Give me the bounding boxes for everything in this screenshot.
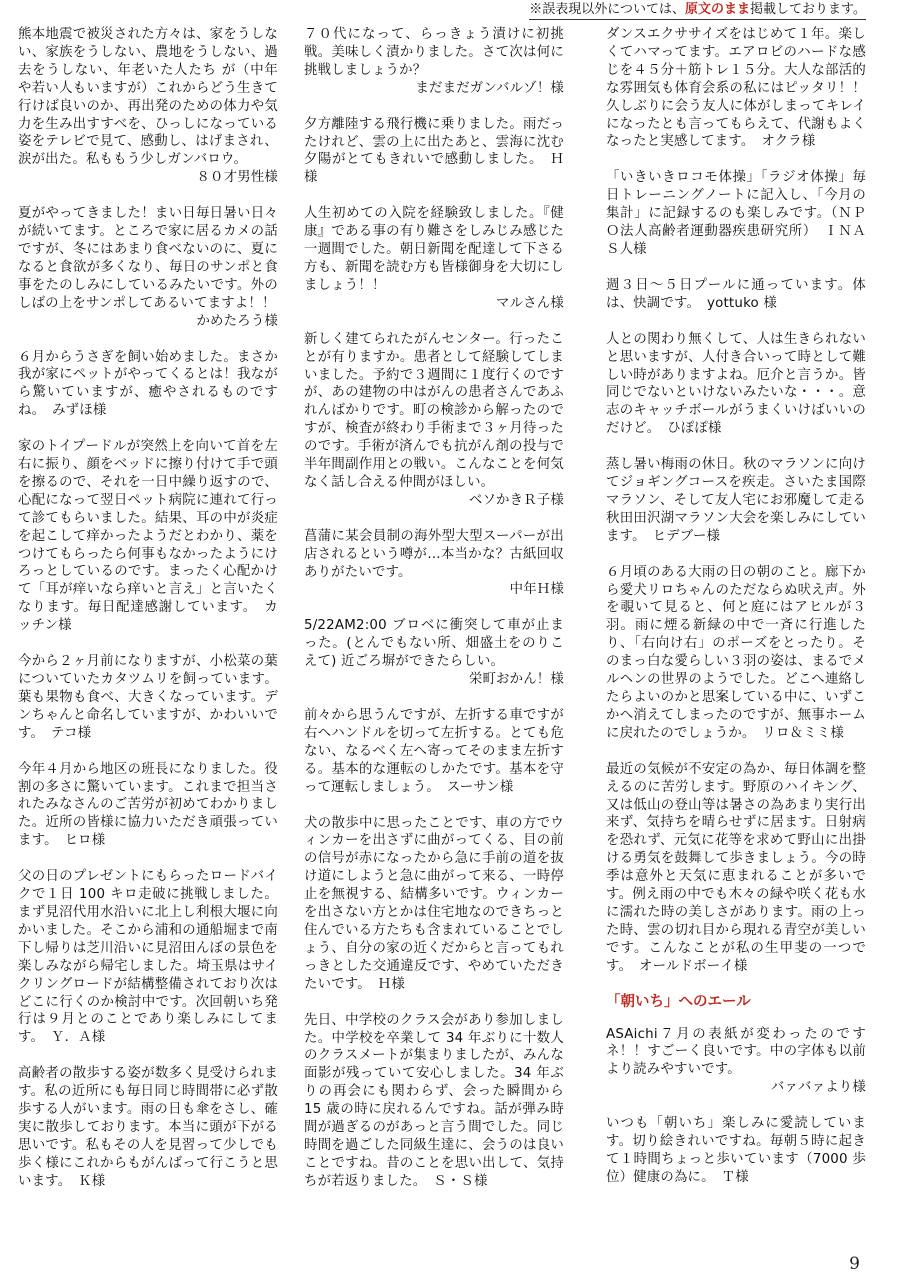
reader-message [18,26,278,187]
reader-message [304,331,564,510]
reader-message [304,707,564,797]
reader-message [18,349,278,421]
reprint-notice [529,2,866,20]
message-body: 5/22AM2:00 ブロベに衝突して車が止まった。(とんでもない所、畑盛土をのりこえて) 近ごろ塀ができたらしい。 [304,618,564,670]
notice-highlight: 原文のまま [685,2,751,17]
message-signature: ヒデブー様 [652,528,721,544]
message-signature: オクラ様 [761,134,816,150]
message-signature: スーサン様 [446,779,514,795]
reader-message [18,438,278,635]
message-signature: yottuko 様 [706,295,777,311]
message-signature: ひぽぽ様 [667,421,722,437]
message-body: 菖蒲に某会員制の海外型大型スーパーが出店されるという噂が…本当かな？古紙回収ありがたいです。 [304,528,564,580]
message-body: 今年４月から地区の班長になりました。役割の多さに驚いています。これまで担当されたみなさんのご苦労が初めてわかりました。近所の皆様に協力いただき頑張っています。 [18,761,278,849]
message-signature: バァバァより様 [770,1080,866,1096]
column-2 [304,26,564,1209]
message-body: 夏がやってきました！まい日毎日暑い日々が続いてます。ところで家に居るカメの話ですが、冬にはあまり食べないのに、夏になると食欲が多くなり、毎日のサンポと食事をたのしみにしているみたいです。外のしばの上をサンポしてあるいてますよ！！ [18,206,278,311]
message-body: 「いきいきロコモ体操」「ラジオ体操」毎日トレーニングノートに記入し、「今月の集計」に記録するのも楽しみです。（ＮＰＯ法人高齢者運動器疾患研究所） [606,170,866,240]
message-body: 週３日～５日プールに通っています。体は、快調です。 [606,277,866,311]
notice-prefix: ※誤表現以外については、 [529,2,686,17]
reader-message [18,653,278,743]
message-signature: かめたろう様 [196,313,278,329]
message-body: 父の日のプレゼントにもらったロードバイクで１日 100 キロ走破に挑戦しました。まず見沼代用水沿いに北上し利根大堰に向かいました。そこから浦和の通船堀まで南下し帰りは芝川沿いに見沼田んぼの景色を楽しみながら帰宅しました。埼玉県はサイクリングロードが結構整備されており次はどこに行くのか検討中です。次回朝いち発行は９月とのことであり楽しみにしてます。 [18,869,278,1046]
message-body: 前々から思うんですが、左折する車ですが右へハンドルを切って左折する。とても危ない、なるべく左へ寄ってそのまま左折する。基本的な運転のしかたです。基本を守って運転しましょう。 [304,708,564,795]
message-body: 家のトイプードルが突然上を向いて首を左右に振り、顔をベッドに擦り付けて手で頭を擦るので、それを一日中繰り返すので、心配になって翌日ペット病院に連れて行って診てもらいました。結果、耳の中が炎症を起こして痒かったようだとわかり、薬をつけてもらったら何事もなかったようにけろっとしているのです。まったく心配かけて「耳が痒いなら痒いと言え」と言いたくなります。毎日配達感謝しています。 [18,439,278,616]
reader-message [304,528,564,600]
column-1 [18,26,278,1209]
message-body: ６月頃のある大雨の日の朝のこと。廊下から愛犬リロちゃんのただならぬ吠え声。外を覗いて見ると、何と庭にはアヒルが３羽。雨に煙る新緑の中で一斉に行進したり、「右向け右」のポーズをとったり。そのまっ白な愛らしい３羽の姿は、まるでメルヘンの世界のようでした。どこへ連絡したらよいのかと思案している中に、いずこかへ消えてしまったのですが、無事ホームに戻れたのでしょうか。 [606,564,866,741]
reader-message [18,1065,278,1190]
reader-message [606,277,866,313]
reader-message [304,1012,564,1191]
column-3 [606,26,866,1205]
reader-message [18,761,278,851]
message-body: 先日、中学校のクラス会があり参加しました。中学校を卒業して 34 年ぶりに十数人のクラスメートが集まりましたが、みんな面影が残っていて安心しました。34 年ぶりの再会にも関わらず、会った瞬間から 15 歳の時に戻れるんですね。話が弾み時間が過ぎるのがあっと言う間でした。同じ時間を過ごした同級生達に、会うのは良いことですね。昔のことを思い出して、気持ちが若返りました。 [304,1012,564,1189]
notice-suffix: 掲載しております。 [750,2,866,17]
reader-message [606,331,866,438]
message-signature: オールドボーイ様 [639,958,748,974]
message-signature: まだまだガンバルゾ！様 [415,80,564,96]
message-signature: Ｈ様 [304,152,564,186]
page-number: 9 [849,1254,860,1274]
message-signature: ８０才男性様 [196,170,278,186]
reader-message [606,1115,866,1187]
message-signature: ＩＮＡＳ人様 [606,224,866,257]
reader-message [606,1026,866,1098]
message-body: ダンスエクササイズをはじめて１年。楽しくてハマってます。エアロビのハードな感じを４５分＋筋トレ１５分。大人な部活的な雰囲気も体育会系の私にはピッタリ！！久しぶりに会う友人に体がしまってキレイになったとも言ってもらえて、代謝もよくなったと実感してます。 [606,27,866,150]
message-signature: みずほ様 [52,403,107,419]
reader-message [304,116,564,188]
message-signature: Ｓ・Ｓ様 [433,1173,488,1189]
message-signature: マルさん様 [496,295,564,311]
reader-message [606,456,866,546]
message-body: 人生初めての入院を経験致しました。『健康』である事の有り難さをしみじみ感じた一週間でした。朝日新聞を配達して下さる方も、新聞を読む方も皆様御身を大切にしましょう！！ [304,206,564,293]
reader-message [18,868,278,1047]
message-body: 高齢者の散歩する姿が数多く見受けられます。私の近所にも毎日同じ時間帯に必ず散歩する人がいます。雨の日も傘をさし、確実に散歩しております。本当に頭が下がる思いです。私もその人を見習って少しでも歩く様にこれからもがんばって行こうと思います。 [18,1066,278,1189]
reader-message [304,26,564,98]
message-body: 蒸し暑い梅雨の休日。秋のマラソンに向けてジョギングコースを疾走。さいたま国際マラソン、そして友人宅にお邪魔して走る秋田田沢湖マラソン大会を楽しみにしています。 [606,457,866,544]
message-signature: Ｙ．Ａ様 [51,1030,106,1046]
reader-message [304,617,564,689]
message-signature: リロ＆ミミ様 [762,725,844,741]
message-signature: Ｔ様 [721,1169,749,1185]
message-signature: テコ様 [51,725,92,741]
message-body: 人との関わり無くして、人は生きられないと思いますが、人付き合いって時として難しい時がありますよね。厄介と言うか。皆同じでないといけないみたいな・・・。意志のキャッチボールがうまくいけばいいのだけど。 [606,331,866,437]
message-signature: Ｋ様 [78,1173,106,1189]
message-body: ６月からうさぎを飼い始めました。まさか我が家にペットがやってくるとは！我ながら驚いていますが、癒やされるものですね。 [18,349,278,419]
message-body: ７０代になって、らっきょう漬けに初挑戦。美味しく漬かりました。さて次は何に挑戦しましょうか？ [304,27,564,78]
message-signature: カッチン様 [18,600,278,634]
message-body: 最近の気候が不安定の為か、毎日体調を整えるのに苦労します。野原のハイキング、又は低山の登山等は暑さの為あまり実行出来ず、気持ちを晴らせずに居ます。日射病を恐れず、元気に花等を求めて野山に出掛ける勇気を鼓舞して歩きましょう。今の時季は意外と天気に恵まれることが多いです。例え雨の中でも木々の緑や咲く花も水に濡れた時の美しさがあります。雨の上った時、雲の切れ目から現れる青空が美しいです。こんなことが私の生甲斐の一つです。 [606,761,866,974]
message-signature: ベソかきＲ子様 [468,492,564,508]
reader-message [304,205,564,312]
message-body: 熊本地震で被災された方々は、家をうしない、家族をうしない、農地をうしない、過去をうしない、年老いた人たち が（中年や若い人もいますが）これからどう生きて行けば良いのか、再出発のための体力や気力を生み出すすべを、ひっしになっている姿をテレビで見て、感動し、はげまされ、涙が出た。私ももう少しガンバロウ。 [18,27,278,168]
message-body: 犬の散歩中に思ったことです、車の方でウィンカーを出さずに曲がってくる、目の前の信号が赤になったから急に手前の道を抜け道にしようと急に曲がって来る、一時停止を無視する、結構多いです。ウィンカーを出さない方とかは住宅地なのできちっと住んでいる方たちも含まれていることでしょう、自分の家の近くだからと言ってもれっきとした交通違反です、やめていただきたいです。 [304,815,564,992]
message-body: ASAichi７月の表紙が変わったのですネ！！すごーく良いです。中の字体も以前より読みやすいです。 [606,1026,866,1078]
message-signature: Ｈ様 [377,976,405,992]
reader-message [304,815,564,994]
message-signature: 栄町おかん！様 [468,672,564,688]
message-body: 今から２ヶ月前になりますが、小松菜の葉についていたカタツムリを飼っています。葉も果物も食べ、大きくなっています。デンちゃんと命名していますが、かわいいです。 [18,654,278,741]
reader-message [606,761,866,976]
message-signature: 中年Ｈ様 [509,582,564,598]
reader-message [606,169,866,259]
reader-message [18,205,278,330]
message-signature: ヒロ様 [64,833,106,849]
message-body: 夕方離陸する飛行機に乗りました。雨だったけれど、雲の上に出たあと、雲海に沈む夕陽がとてもきれいで感動しました。 [304,116,564,168]
reader-message [606,26,866,151]
message-body: いつも「朝いち」楽しみに愛読しています。切り絵きれいですね。毎朝５時に起きて１時間ちょっと歩いています（7000 歩位）健康の為に。 [606,1116,866,1185]
message-body: 新しく建てられたがんセンター。行ったことが有りますか。患者として経験してしまいました。予約で３週間に１度行くのですが、あの建物の中はがんの患者さんであふれんばかりです。町の検診から解ったのですが、検査が終わり手術まで３ヶ月待ったのです。手術が済んでも抗がん剤の投与で半年間副作用との戦い。こんなことを何気なく話し合える仲間がほしい。 [304,331,564,490]
reader-message [606,564,866,743]
section-heading-cheer: 「朝いち」へのエール [606,993,751,1010]
